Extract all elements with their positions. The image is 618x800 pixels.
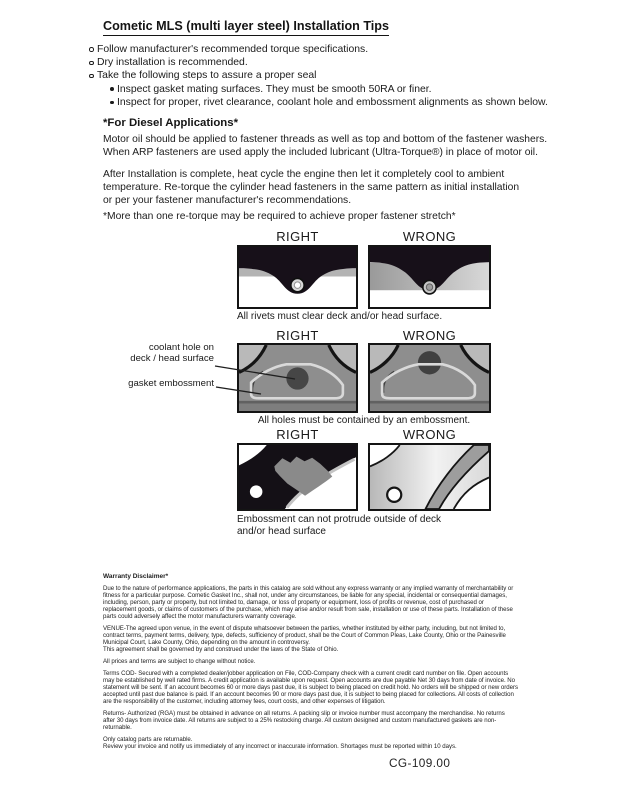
filled-bullet-icon (110, 101, 114, 105)
list-item-label: Take the following steps to assure a proper seal (96, 70, 317, 82)
annotation-gasket-embossment: gasket embossment (128, 378, 214, 389)
warranty-paragraph: Review your invoice and notify us immediately of any incorrect or inaccurate information. Shortages must be reported within 10 days. (103, 742, 457, 750)
text-line: or per your fastener manufacturer's recommendations. (103, 195, 352, 206)
text-line: Motor oil should be applied to fastener threads as well as top and bottom of the fastener washers. (103, 134, 548, 145)
list-item (89, 44, 548, 57)
warranty-paragraph: VENUE-The agreed upon venue, in the event of dispute whatsoever between the parties, whether instituted by either party, including, but not limited to, contract terms, payment terms, delivery, type, defects, sufficiency of product, shall be the Court of Common Pleas, Lake County, Ohio or the Painesville Municipal Court, Lake County, Ohio, depending on the amount in controversy. (103, 625, 506, 647)
diagram-hole-right (237, 343, 358, 413)
rivet-right-illustration (239, 247, 356, 307)
hole-wrong-illustration (370, 345, 489, 411)
annotation-coolant-hole (108, 342, 214, 364)
open-bullet-icon (89, 61, 94, 66)
diesel-paragraph-2 (103, 168, 519, 207)
diagram-embossment-wrong (368, 443, 491, 511)
wrong-label: WRONG (402, 427, 457, 442)
caption-line: and/or head surface (237, 525, 326, 537)
diesel-paragraph-1 (103, 133, 547, 159)
wrong-label: WRONG (402, 229, 457, 244)
warranty-paragraph: Terms COD- Secured with a completed dealer/jobber application on File, COD-Company check with a current credit card number on file. Open accounts may be established by well rated firms. A credit application is available upon request. Open accounts are due payable Net 30 days from date of invoice. No statement will be sent. If an account becomes 60 or more days past due, it is subject to being placed on credit hold. No orders will be shipped or new orders accepted until past due balance is paid. If an account becomes 90 or more days past due, it is subject to being placed for collections. All costs of collection are the responsibility of the customer, including attorney fees, court costs, and other expenses of litigation. (103, 669, 518, 706)
list-item (110, 84, 548, 97)
text-line: When ARP fasteners are used apply the included lubricant (Ultra-Torque®) in place of motor oil. (103, 147, 538, 158)
list-item-label: Inspect gasket mating surfaces. They must be smooth 50RA or finer. (116, 83, 432, 95)
rivet-wrong-illustration (370, 247, 489, 307)
text-line: temperature. Re-torque the cylinder head fasteners in the same pattern as initial installation (103, 182, 520, 193)
caption-line: Embossment can not protrude outside of deck (237, 514, 442, 525)
list-item-label: Follow manufacturer's recommended torque specifications. (96, 44, 369, 55)
list-item (89, 70, 548, 83)
embossment-right-illustration (239, 445, 356, 509)
caption-embossment (237, 514, 441, 537)
warranty-paragraph: This agreement shall be governed by and construed under the laws of the State of Ohio. (103, 646, 339, 654)
list-item (89, 57, 548, 70)
list-item-label: Inspect for proper, rivet clearance, coolant hole and embossment alignments as shown below. (116, 96, 548, 108)
hole-right-illustration (239, 345, 356, 411)
list-item-label: Dry installation is recommended. (96, 57, 248, 69)
right-label: RIGHT (276, 427, 319, 442)
embossment-wrong-illustration (370, 445, 489, 509)
wrong-label: WRONG (402, 328, 457, 343)
document-code: CG-109.00 (389, 756, 451, 770)
diagram-rivet-right (237, 245, 358, 309)
diagram-hole-wrong (368, 343, 491, 413)
warranty-paragraph: Only catalog parts are returnable. (103, 735, 193, 743)
warranty-paragraph: Due to the nature of performance applications, the parts in this catalog are sold without any express warranty or any implied warranty of merchantability or fitness for a particular purpose. Cometic Gasket Inc., shall not, under any circumstances, be liable for any special, incidental or consequential damages, including, person, party or property, but not limited to, damage, or loss of property or equipment, loss of profits or revenue, cost of purchased or replacement goods, or claims of customers of the purchase, which may arise and/or result from sale, installation or use of these parts. Installation of these parts could adversely affect the motor manufacturers warranty coverage. (103, 585, 514, 621)
annotation-line: deck / head surface (130, 353, 214, 364)
list-item (110, 97, 548, 110)
text-line: After Installation is complete, heat cycle the engine then let it completely cool to ambient (103, 169, 505, 180)
caption-holes: All holes must be contained by an embossment. (257, 415, 471, 426)
open-bullet-icon (89, 74, 94, 79)
filled-bullet-icon (110, 87, 114, 91)
warranty-heading: Warranty Disclaimer* (103, 573, 169, 580)
warranty-paragraph: Returns- Authorized (RGA) must be obtained in advance on all returns. A packing slip or invoice number must accompany the merchandise. No returns after 30 days from invoice date. All returns are subject to a 25% restocking charge. All custom designed and custom manufactured gaskets are non-returnable. (103, 709, 505, 731)
right-label: RIGHT (276, 328, 319, 343)
caption-rivets: All rivets must clear deck and/or head surface. (237, 311, 443, 322)
diesel-section-heading: *For Diesel Applications* (103, 117, 239, 129)
retorque-note: *More than one re-torque may be required to achieve proper fastener stretch* (103, 211, 456, 222)
page-title: Cometic MLS (multi layer steel) Installation Tips (103, 19, 389, 36)
warranty-disclaimer (103, 573, 518, 750)
right-label: RIGHT (276, 229, 319, 244)
annotation-line: coolant hole on (148, 342, 214, 353)
diagram-embossment-right (237, 443, 358, 511)
warranty-paragraph: All prices and terms are subject to change without notice. (103, 658, 256, 666)
installation-tips-list (89, 44, 548, 110)
diagram-rivet-wrong (368, 245, 491, 309)
open-bullet-icon (89, 47, 94, 52)
